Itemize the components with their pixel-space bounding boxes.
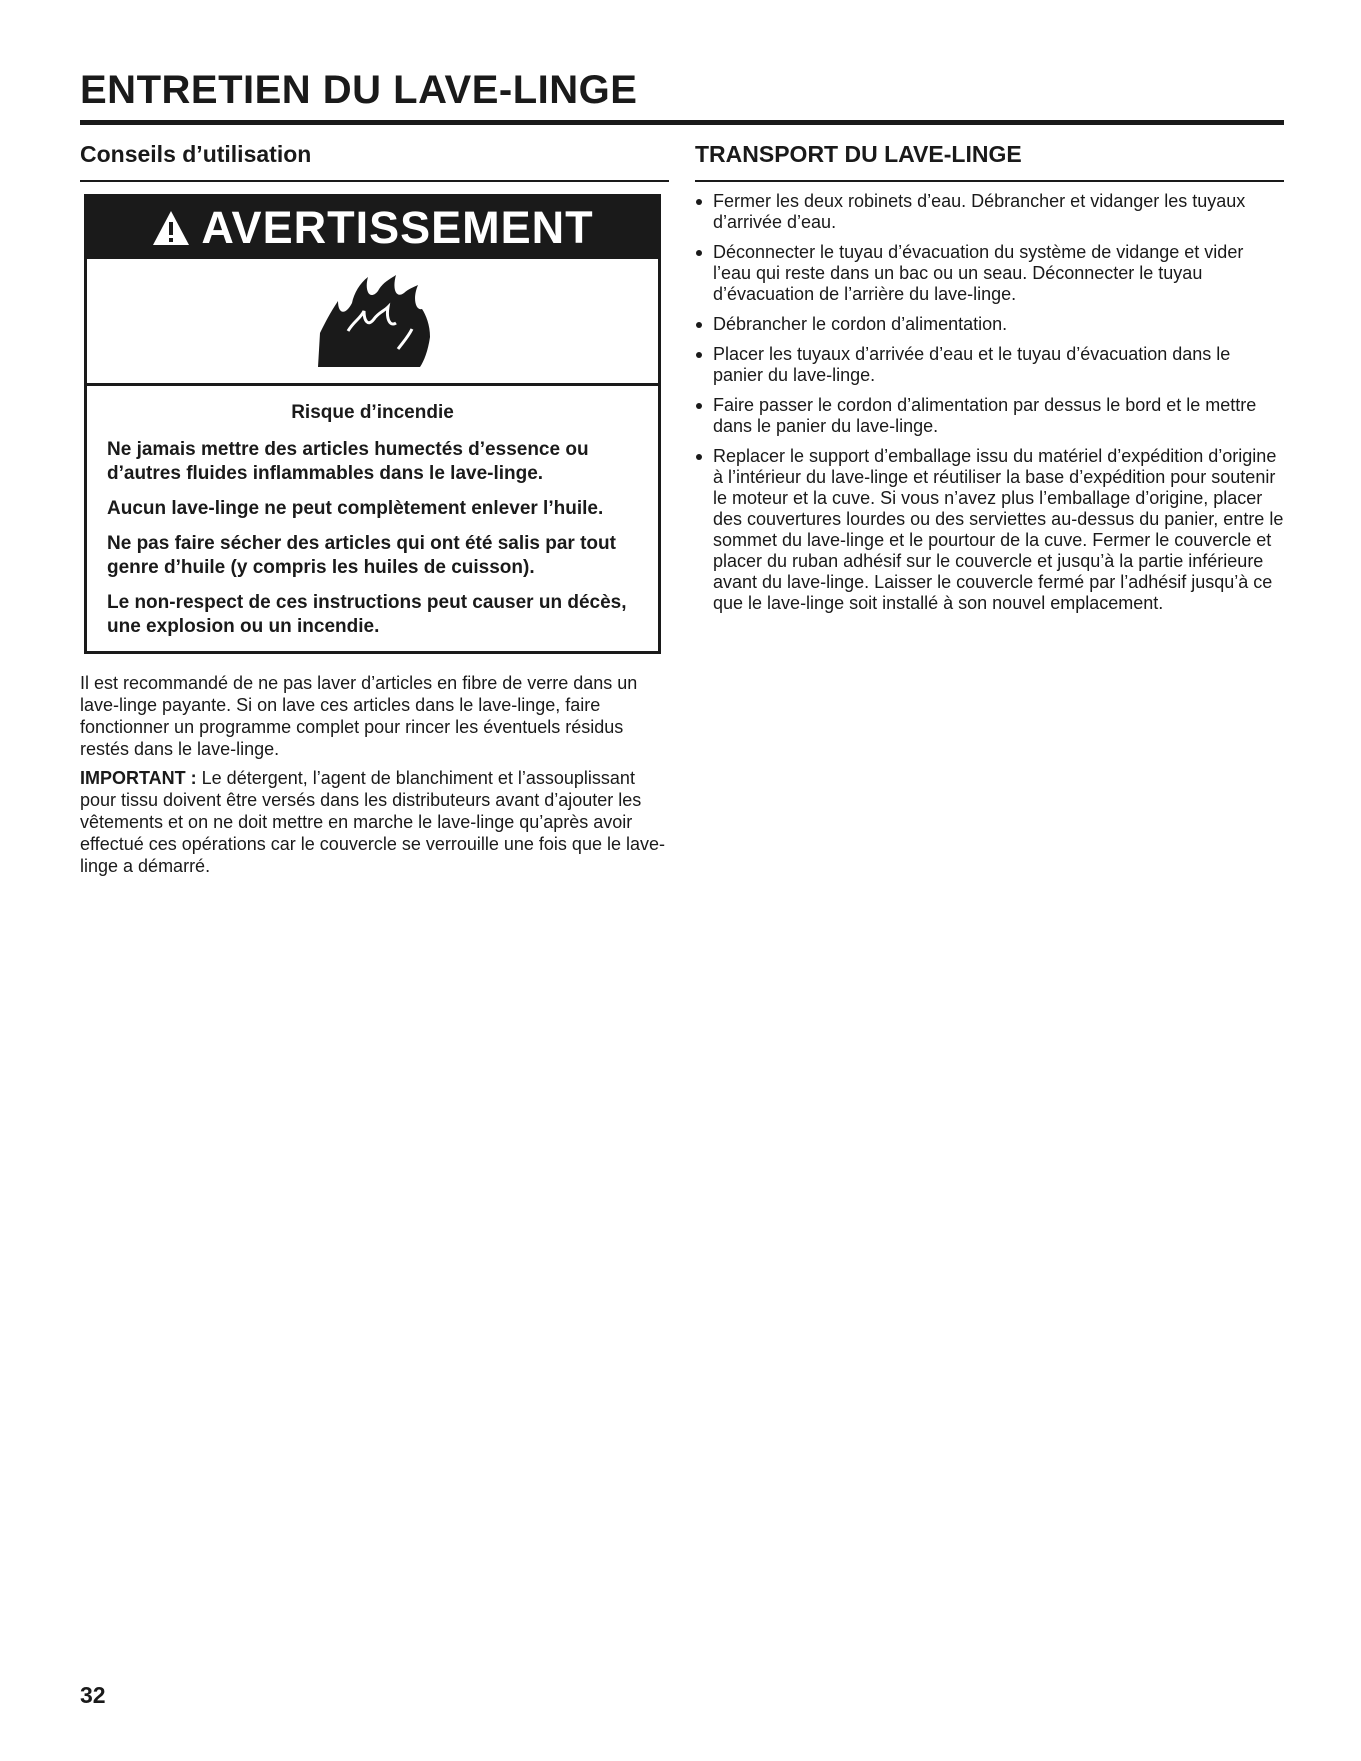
- usage-tips-heading: Conseils d’utilisation: [80, 141, 312, 167]
- list-item-text: Replacer le support d’emballage issu du matériel d’expédition d’origine à l’intérieur du lave-linge et réutiliser la base d’expédition pour soutenir le moteur et la cuve. Si vous n’avez plus l’emballage d’origine, placer des couvertures lourdes ou des serviettes au-dessus du panier, entre le sommet du lave-linge et le pourtour de la cuve. Fermer le couvercle et placer du ruban adhésif sur le couvercle et jusqu’à la partie inférieure avant du lave-linge. Laisser le couvercle fermé par l’adhésif jusqu’à ce que le lave-linge soit installé à son nouvel emplacement.: [713, 446, 1284, 613]
- list-item-text: Déconnecter le tuyau d’évacuation du système de vidange et vider l’eau qui reste dans un bac ou un seau. Déconnecter le tuyau d’évacuation de l’arrière du lave-linge.: [713, 242, 1244, 304]
- title-rule: [80, 120, 1284, 125]
- transport-steps-list: [695, 191, 1285, 623]
- list-item: [695, 314, 1285, 335]
- important-paragraph: [80, 767, 665, 877]
- bullet-icon: [696, 454, 702, 460]
- list-item: [695, 191, 1285, 233]
- warning-line: Ne jamais mettre des articles humectés d’essence ou d’autres fluides inflammables dans le lave-linge.: [107, 439, 589, 484]
- risk-title: Risque d’incendie: [291, 402, 454, 423]
- list-item: [695, 395, 1285, 437]
- page-number: 32: [80, 1682, 106, 1708]
- usage-tips-rule: [80, 180, 669, 182]
- warning-line: Aucun lave-linge ne peut complètement enlever l’huile.: [107, 498, 604, 519]
- warning-line: Ne pas faire sécher des articles qui ont été salis par tout genre d’huile (y compris les huiles de cuisson).: [107, 533, 616, 578]
- important-text: Le détergent, l’agent de blanchiment et l’assouplissant pour tissu doivent être versés dans les distributeurs avant d’ajouter les vêtements et on ne doit mettre en marche le lave-linge qu’après avoir effectué ces opérations car le couvercle se verrouille une fois que le lave-linge a démarré.: [80, 768, 665, 876]
- warning-triangle-icon: [151, 209, 191, 247]
- list-item-text: Faire passer le cordon d’alimentation par dessus le bord et le mettre dans le panier du lave-linge.: [713, 395, 1257, 436]
- bullet-icon: [696, 322, 702, 328]
- bullet-icon: [696, 250, 702, 256]
- warning-box: [84, 194, 661, 654]
- page-title: ENTRETIEN DU LAVE-LINGE: [80, 68, 638, 112]
- list-item: [695, 446, 1285, 614]
- list-item-text: Placer les tuyaux d’arrivée d’eau et le tuyau d’évacuation dans le panier du lave-linge.: [713, 344, 1231, 385]
- important-label: IMPORTANT :: [80, 768, 197, 788]
- bullet-icon: [696, 403, 702, 409]
- warning-body: [87, 386, 658, 639]
- warning-line: Le non-respect de ces instructions peut causer un décès, une explosion ou un incendie.: [107, 592, 627, 637]
- bullet-icon: [696, 352, 702, 358]
- warning-header: [87, 197, 658, 259]
- list-item: [695, 344, 1285, 386]
- transport-heading: TRANSPORT DU LAVE-LINGE: [695, 141, 1022, 167]
- transport-rule: [695, 180, 1284, 182]
- list-item-text: Fermer les deux robinets d’eau. Débrancher et vidanger les tuyaux d’arrivée d’eau.: [713, 191, 1246, 232]
- list-item: [695, 242, 1285, 305]
- warning-header-label: AVERTISSEMENT: [201, 202, 594, 253]
- bullet-icon: [696, 199, 702, 205]
- list-item-text: Débrancher le cordon d’alimentation.: [713, 314, 1008, 334]
- fire-hazard-icon: [308, 271, 438, 371]
- fiberglass-paragraph: Il est recommandé de ne pas laver d’articles en fibre de verre dans un lave-linge payante. Si on lave ces articles dans le lave-linge, faire fonctionner un programme complet pour rincer les éventuels résidus restés dans le lave-linge.: [80, 673, 638, 759]
- warning-icon-area: [87, 259, 658, 386]
